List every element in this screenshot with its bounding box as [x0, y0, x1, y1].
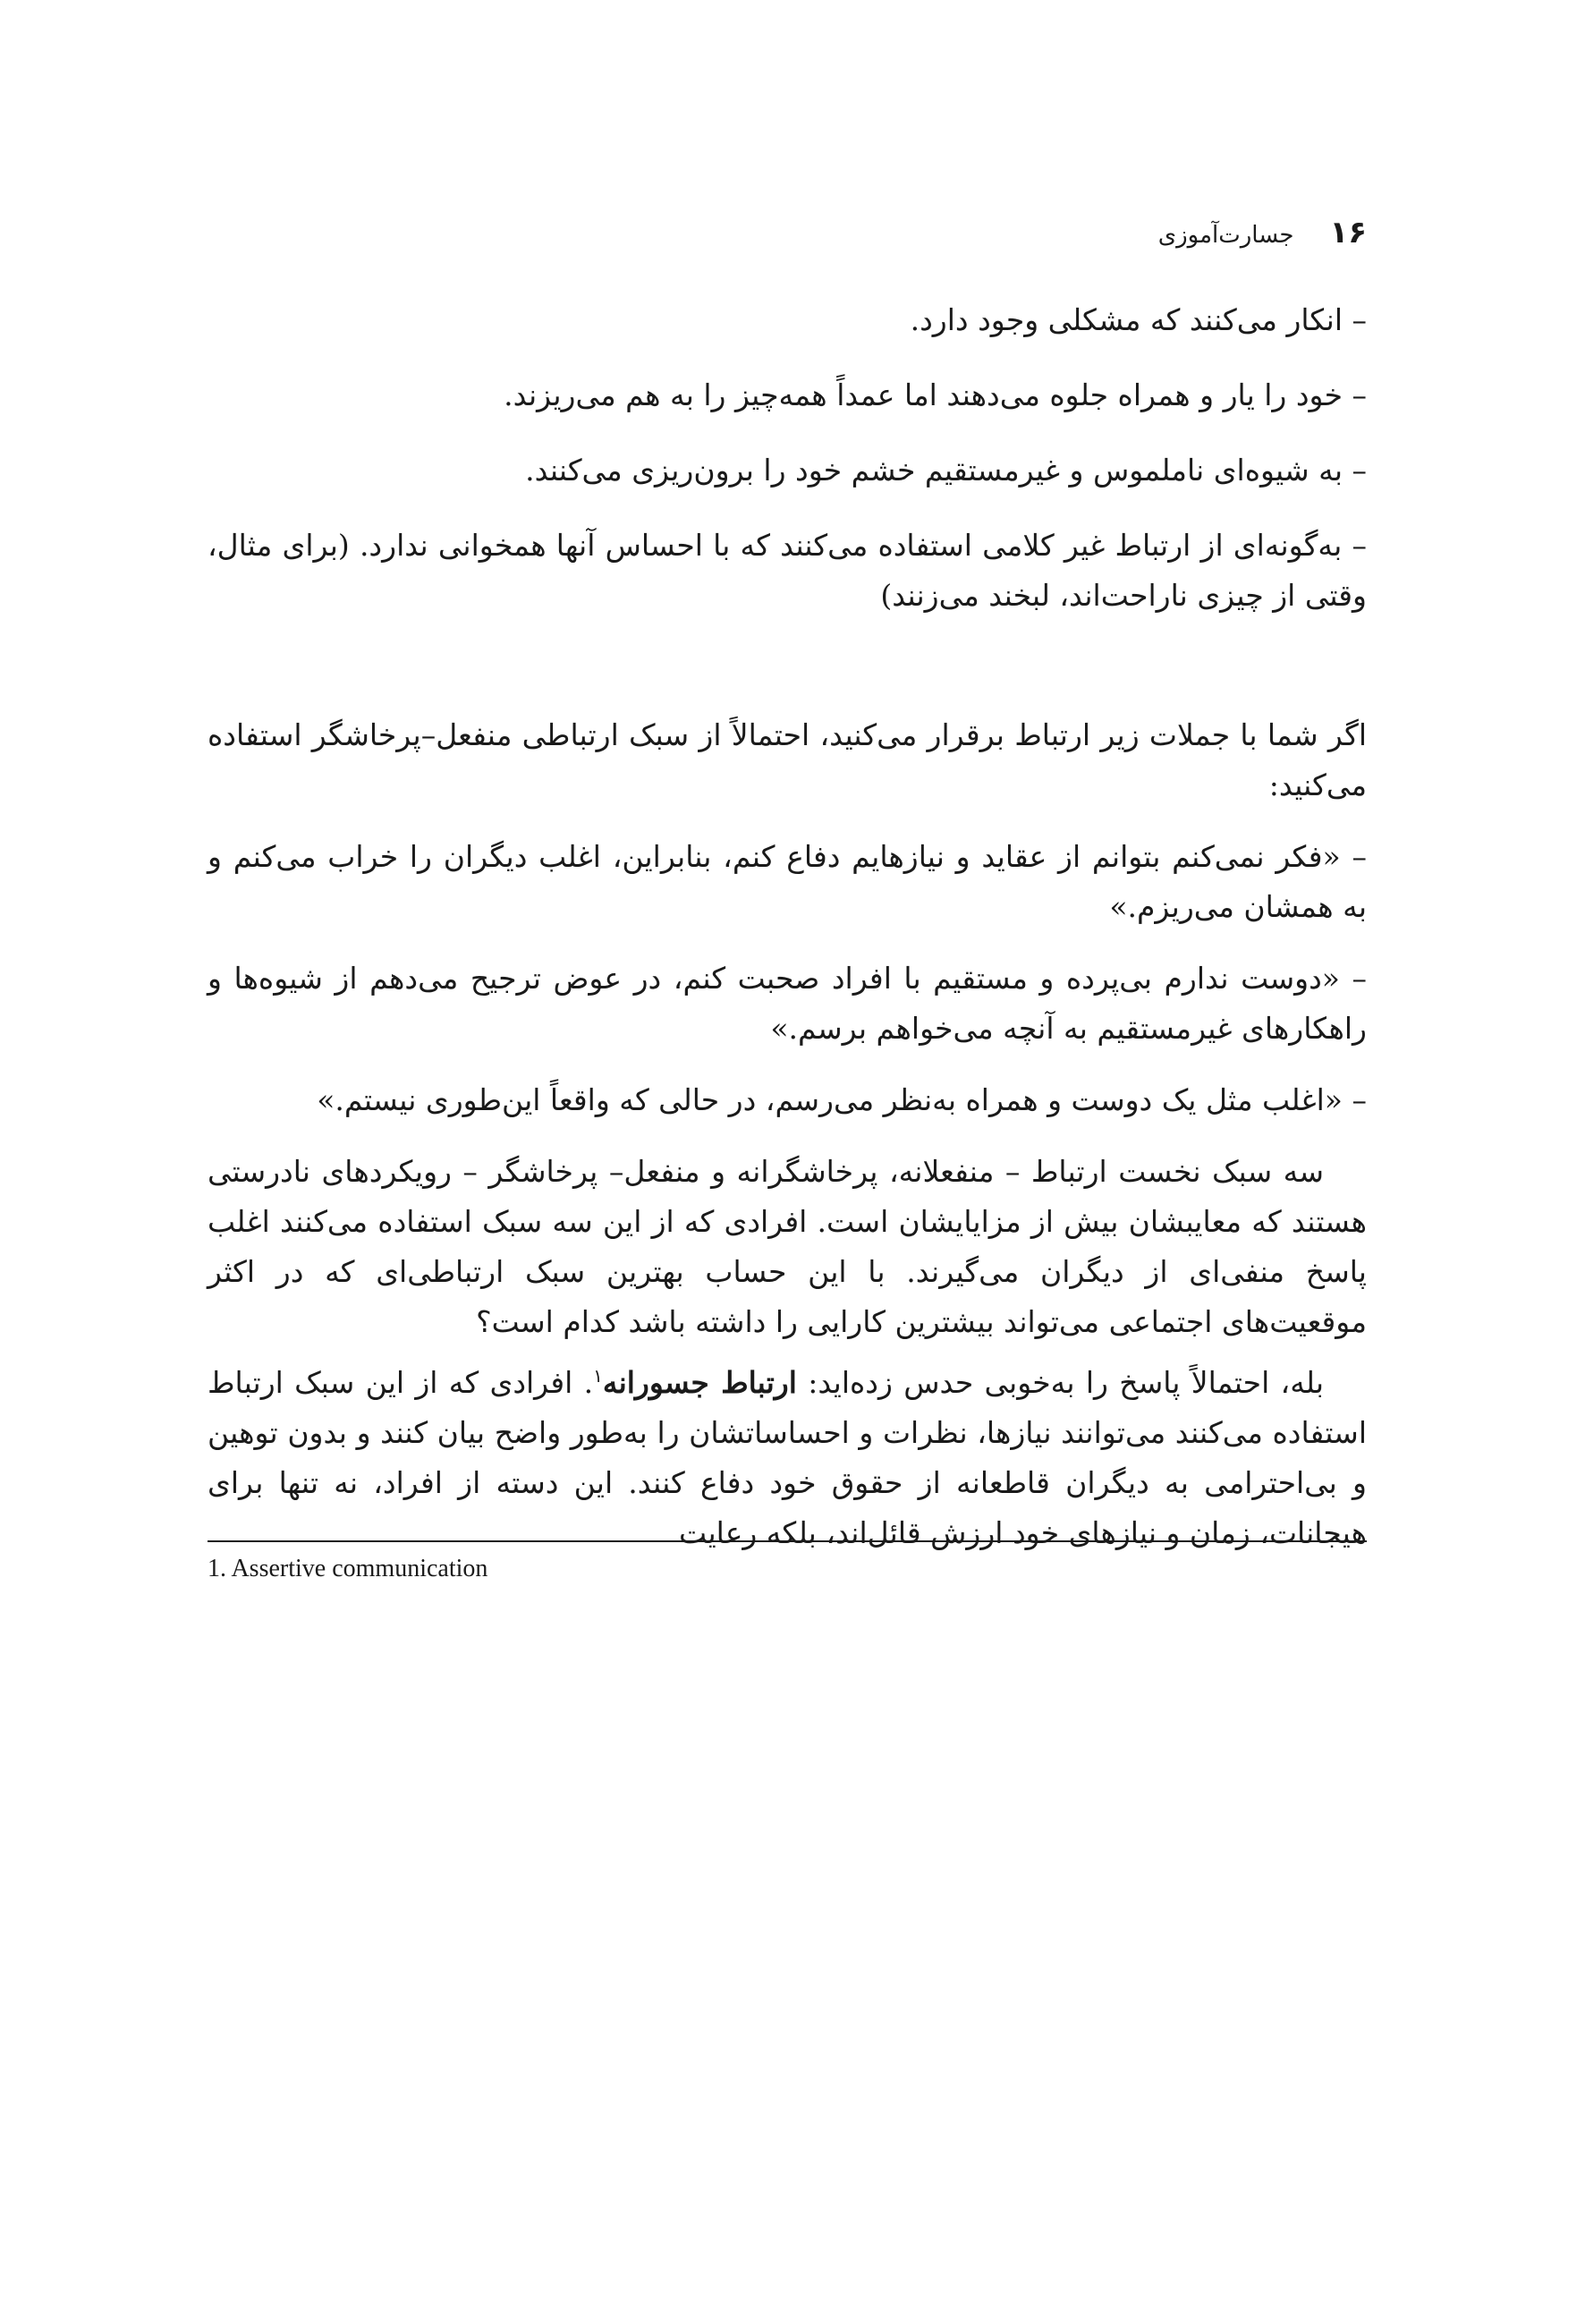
paragraph-rest: . افرادی که از این سبک ارتباط استفاده می‌کنند می‌توانند نیازها، نظرات و احساساتشان را به‌طور واضح بیان کنند و بدون توهین و بی‌احترامی به دیگران قاطعانه از حقوق خود دفاع کنند. این دسته از افراد، نه تنها برای هیجانات، زمان و نیازهای خود ارزش قائل‌اند، بلکه رعایت — [208, 1365, 1367, 1550]
quote-item: – «فکر نمی‌کنم بتوانم از عقاید و نیازهایم دفاع کنم، بنابراین، اغلب دیگران را خراب می‌کنم و به همشان می‌ریزم.» — [208, 839, 1367, 924]
list-item: – به‌گونه‌ای از ارتباط غیر کلامی استفاده می‌کنند که با احساس آنها همخوانی ندارد. (برای مثال، وقتی از چیزی ناراحت‌اند، لبخند می‌زنند) — [208, 528, 1367, 613]
book-page — [208, 0, 1367, 2324]
footnote: 1. Assertive communication — [208, 1555, 488, 1582]
quote-item: – «اغلب مثل یک دوست و همراه به‌نظر می‌رسم، در حالی که واقعاً این‌طوری نیستم.» — [317, 1082, 1367, 1117]
main-text — [208, 295, 1367, 1569]
list-item: – به شیوه‌ای ناملموس و غیرمستقیم خشم خود را برون‌ریزی می‌کنند. — [525, 453, 1367, 488]
behavior-list — [208, 295, 1367, 621]
body-paragraph: سه سبک نخست ارتباط – منفعلانه، پرخاشگرانه و منفعل– پرخاشگر – رویکردهای نادرستی هستند که معایبشان بیش از مزایایشان است. افرادی که از این سه سبک استفاده می‌کنند اغلب پاسخ منفی‌ای از دیگران می‌گیرند. با این حساب بهترین سبک ارتباطی‌ای که در اکثر موقعیت‌های اجتماعی می‌تواند بیشترین کارایی را داشته باشد کدام است؟ — [208, 1154, 1367, 1339]
header-title: جسارت‌آموزی — [1157, 222, 1294, 249]
paragraph-start: بله، احتمالاً پاسخ را به‌خوبی حدس زده‌اید: — [796, 1365, 1325, 1400]
quote-list — [208, 832, 1367, 1125]
list-item: – خود را یار و همراه جلوه می‌دهند اما عمداً همه‌چیز را به هم می‌ریزند. — [504, 377, 1367, 412]
bold-term: ارتباط جسورانه — [602, 1365, 797, 1400]
quote-item: – «دوست ندارم بی‌پرده و مستقیم با افراد صحبت کنم، در عوض ترجیح می‌دهم از شیوه‌ها و راهکارهای غیرمستقیم به آنچه می‌خواهم برسم.» — [208, 961, 1367, 1046]
list-item: – انکار می‌کنند که مشکلی وجود دارد. — [910, 302, 1367, 337]
footnote-mark: ۱ — [593, 1365, 603, 1387]
footnote-divider — [208, 1540, 1367, 1542]
lead-paragraph: اگر شما با جملات زیر ارتباط برقرار می‌کنید، احتمالاً از سبک ارتباطی منفعل–پرخاشگر استفاده می‌کنید: — [208, 717, 1367, 802]
running-header — [1158, 215, 1367, 250]
page-number: ۱۶ — [1329, 215, 1367, 250]
body-paragraph-assertive — [208, 1358, 1367, 1558]
